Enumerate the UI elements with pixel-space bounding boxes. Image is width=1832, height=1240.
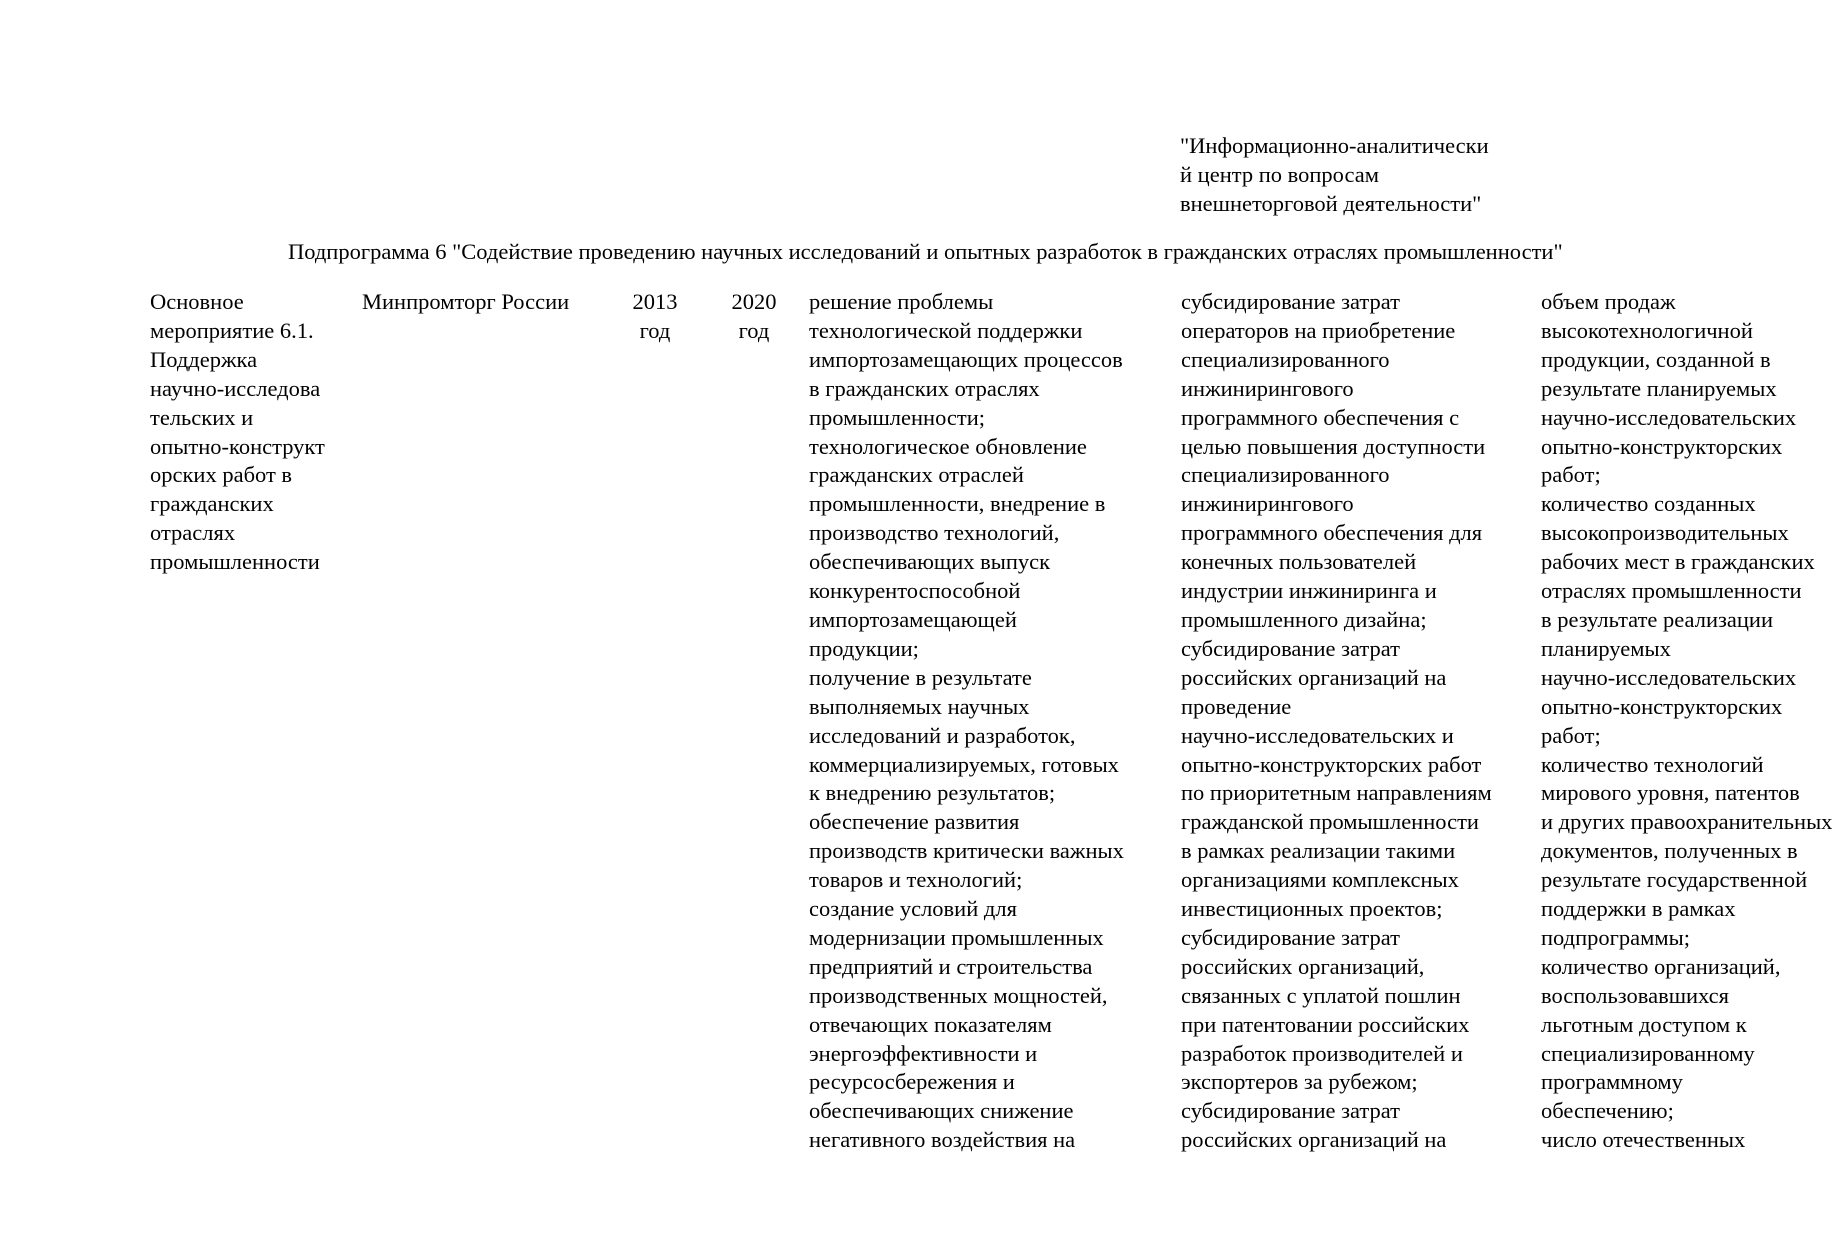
cell-line: подпрограммы; — [1541, 924, 1690, 950]
cell-line: по приоритетным направлениям — [1181, 780, 1492, 806]
implementation-measures-cell — [1181, 288, 1492, 1155]
cell-line: Минпромторг России — [362, 289, 570, 314]
cell-line: в рамках реализации такими — [1181, 838, 1456, 864]
cell-line: количество созданных — [1541, 491, 1756, 517]
cell-line: инжинирингового — [1181, 491, 1354, 517]
cell-line: производственных мощностей, — [809, 982, 1108, 1008]
cell-line: результате планируемых — [1541, 375, 1777, 401]
cell-line: продукции, созданной в — [1541, 346, 1771, 372]
cell-line: документов, полученных в — [1541, 838, 1798, 864]
cell-line: гражданской промышленности — [1181, 809, 1479, 835]
cell-line: субсидирование затрат — [1181, 1098, 1401, 1124]
cell-line: российских организаций на — [1181, 664, 1447, 690]
cell-line: ресурсосбережения и — [809, 1069, 1015, 1095]
cell-line: производств критически важных — [809, 838, 1124, 864]
cell-line: рабочих мест в гражданских — [1541, 549, 1815, 575]
cell-line: гражданских — [150, 491, 274, 517]
cell-line: при патентовании российских — [1181, 1011, 1470, 1037]
cell-line: программному — [1541, 1069, 1683, 1095]
cell-line: в гражданских отраслях — [809, 375, 1040, 401]
expected-results-cell — [809, 288, 1124, 1155]
cell-line: научно-исследовательских — [1541, 664, 1797, 690]
cell-line: отвечающих показателям — [809, 1011, 1052, 1037]
cell-line: конкурентоспособной — [809, 578, 1021, 604]
cell-line: российских организаций, — [1181, 953, 1425, 979]
cell-line: работ; — [1541, 722, 1601, 748]
caption-line: "Информационно-аналитически — [1180, 133, 1489, 158]
cell-line: специализированного — [1181, 462, 1390, 488]
cell-line: 2020 — [731, 289, 777, 314]
cell-line: к внедрению результатов; — [809, 780, 1056, 806]
cell-line: Поддержка — [150, 346, 258, 372]
cell-line: предприятий и строительства — [809, 953, 1093, 979]
cell-line: промышленности; — [809, 404, 986, 430]
cell-line: импортозамещающих процессов — [809, 346, 1123, 372]
subprogram-heading: Подпрограмма 6 "Содействие проведению научных исследований и опытных разработок в гражданских отраслях промышленности" — [288, 239, 1563, 264]
cell-line: обеспечение развития — [809, 809, 1020, 835]
measure-cell — [150, 288, 325, 577]
cell-line: производство технологий, — [809, 520, 1060, 546]
cell-line: опытно-конструкторских — [1541, 433, 1783, 459]
cell-line: научно-исследовательских и — [1181, 722, 1454, 748]
cell-line: связанных с уплатой пошлин — [1181, 982, 1461, 1008]
cell-line: модернизации промышленных — [809, 924, 1104, 950]
cell-line: обеспечивающих выпуск — [809, 549, 1051, 575]
cell-line: специализированному — [1541, 1040, 1755, 1066]
cell-line: количество технологий — [1541, 751, 1764, 777]
cell-line: экспортеров за рубежом; — [1181, 1069, 1418, 1095]
cell-line: Основное — [150, 289, 244, 314]
cell-line: программного обеспечения с — [1181, 404, 1460, 430]
cell-line: воспользовавшихся — [1541, 982, 1729, 1008]
organization-caption — [1180, 132, 1489, 219]
cell-line: конечных пользователей — [1181, 549, 1417, 575]
cell-line: индустрии инжиниринга и — [1181, 578, 1437, 604]
cell-line: промышленного дизайна; — [1181, 606, 1427, 632]
start-year-cell — [622, 288, 688, 346]
cell-line: гражданских отраслей — [809, 462, 1024, 488]
cell-line: научно-исследова — [150, 375, 321, 401]
cell-line: высокопроизводительных — [1541, 520, 1789, 546]
cell-line: получение в результате — [809, 664, 1032, 690]
cell-line: целью повышения доступности — [1181, 433, 1486, 459]
cell-line: количество организаций, — [1541, 953, 1781, 979]
cell-line: год — [639, 317, 671, 343]
cell-line: отраслях — [150, 520, 236, 546]
cell-line: высокотехнологичной — [1541, 317, 1753, 343]
cell-line: создание условий для — [809, 896, 1017, 922]
cell-line: отраслях промышленности — [1541, 578, 1802, 604]
cell-line: 2013 — [632, 289, 678, 314]
cell-line: обеспечивающих снижение — [809, 1098, 1074, 1124]
cell-line: и других правоохранительных — [1541, 809, 1832, 835]
end-year-cell — [721, 288, 787, 346]
executor-cell — [362, 288, 569, 317]
cell-line: научно-исследовательских — [1541, 404, 1797, 430]
cell-line: обеспечению; — [1541, 1098, 1674, 1124]
cell-line: инжинирингового — [1181, 375, 1354, 401]
cell-line: субсидирование затрат — [1181, 289, 1401, 314]
cell-line: тельских и — [150, 404, 254, 430]
cell-line: технологическое обновление — [809, 433, 1087, 459]
cell-line: негативного воздействия на — [809, 1127, 1076, 1153]
cell-line: результате государственной — [1541, 867, 1808, 893]
indicators-cell — [1541, 288, 1832, 1155]
cell-line: инвестиционных проектов; — [1181, 896, 1443, 922]
cell-line: программного обеспечения для — [1181, 520, 1483, 546]
cell-line: промышленности, внедрение в — [809, 491, 1106, 517]
cell-line: поддержки в рамках — [1541, 896, 1736, 922]
cell-line: операторов на приобретение — [1181, 317, 1456, 343]
cell-line: год — [738, 317, 770, 343]
cell-line: орских работ в — [150, 462, 293, 488]
cell-line: коммерциализируемых, готовых — [809, 751, 1119, 777]
cell-line: продукции; — [809, 635, 919, 661]
cell-line: объем продаж — [1541, 289, 1676, 314]
cell-line: решение проблемы — [809, 289, 994, 314]
cell-line: исследований и разработок, — [809, 722, 1076, 748]
cell-line: субсидирование затрат — [1181, 635, 1401, 661]
cell-line: промышленности — [150, 549, 320, 575]
cell-line: проведение — [1181, 693, 1292, 719]
cell-line: организациями комплексных — [1181, 867, 1459, 893]
cell-line: технологической поддержки — [809, 317, 1083, 343]
cell-line: мероприятие 6.1. — [150, 317, 314, 343]
cell-line: опытно-конструкторских работ — [1181, 751, 1482, 777]
cell-line: работ; — [1541, 462, 1601, 488]
cell-line: специализированного — [1181, 346, 1390, 372]
cell-line: мирового уровня, патентов — [1541, 780, 1800, 806]
cell-line: планируемых — [1541, 635, 1671, 661]
cell-line: число отечественных — [1541, 1127, 1746, 1153]
cell-line: энергоэффективности и — [809, 1040, 1038, 1066]
caption-line: й центр по вопросам — [1180, 161, 1379, 187]
cell-line: товаров и технологий; — [809, 867, 1023, 893]
caption-line: внешнеторговой деятельности" — [1180, 190, 1482, 216]
cell-line: разработок производителей и — [1181, 1040, 1463, 1066]
cell-line: в результате реализации — [1541, 606, 1773, 632]
cell-line: импортозамещающей — [809, 606, 1017, 632]
cell-line: опытно-конструкторских — [1541, 693, 1783, 719]
cell-line: опытно-конструкт — [150, 433, 325, 459]
cell-line: выполняемых научных — [809, 693, 1030, 719]
cell-line: субсидирование затрат — [1181, 924, 1401, 950]
cell-line: льготным доступом к — [1541, 1011, 1747, 1037]
cell-line: российских организаций на — [1181, 1127, 1447, 1153]
